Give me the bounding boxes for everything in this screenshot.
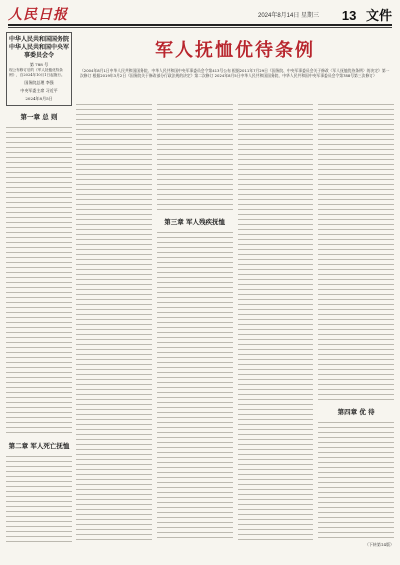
chapter-3-heading: 第三章 军人残疾抚恤 <box>164 218 225 226</box>
chapter-1-heading: 第一章 总 则 <box>20 113 58 121</box>
decree-intro: 现公布修订后的《军人抚恤优待条例》，自2024年10月1日起施行。 <box>9 68 65 77</box>
issue-date: 2024年8月14日 星期三 <box>258 13 320 19</box>
headline: 军人抚恤优待条例 <box>155 40 315 61</box>
decree-text: （2004年8月1日中华人民共和国国务院、中华人民共和国中央军事委员会令第413号公布 根据2011年7月29日《国务院、中央军事委员会关于修改〈军人抚恤优待条例〉的决定》第一次修订 根据2019年3月2日《国务院关于修改部分行政法规的决定》第二次修订 2024年8月5日中华人民共和国国务院、中华人民共和国中央军事委员会令第788号第三次修订） <box>80 68 390 79</box>
column-4 <box>318 102 394 560</box>
page-number: 13 文件 <box>341 8 392 23</box>
main-article <box>76 32 394 560</box>
chapter-2-heading: 第二章 军人死亡抚恤 <box>8 442 70 450</box>
chapter-2-text <box>6 454 72 544</box>
signature-cmc: 中央军委主席 习近平 <box>20 88 58 93</box>
sidebar <box>6 32 72 560</box>
column-2 <box>157 102 233 560</box>
decree-date: 2024年8月5日 <box>25 96 53 101</box>
decree-title: 中华人民共和国国务院 中华人民共和国中央军事委员会令 <box>9 36 70 59</box>
newspaper-logo: 人民日报 <box>8 7 68 23</box>
decree-number: 第 788 号 <box>29 62 49 67</box>
signature-premier: 国务院总理 李强 <box>24 80 54 85</box>
column-1 <box>76 102 152 560</box>
masthead-rule-thin <box>8 27 392 28</box>
masthead-rule <box>8 24 392 26</box>
chapter-1-text <box>6 125 72 435</box>
masthead <box>8 4 392 24</box>
chapter-4-heading: 第四章 优 待 <box>337 408 375 416</box>
column-3 <box>238 102 314 560</box>
article-columns <box>76 102 394 560</box>
continued-note: （下转第14版） <box>364 542 394 547</box>
decree-box <box>6 32 72 106</box>
